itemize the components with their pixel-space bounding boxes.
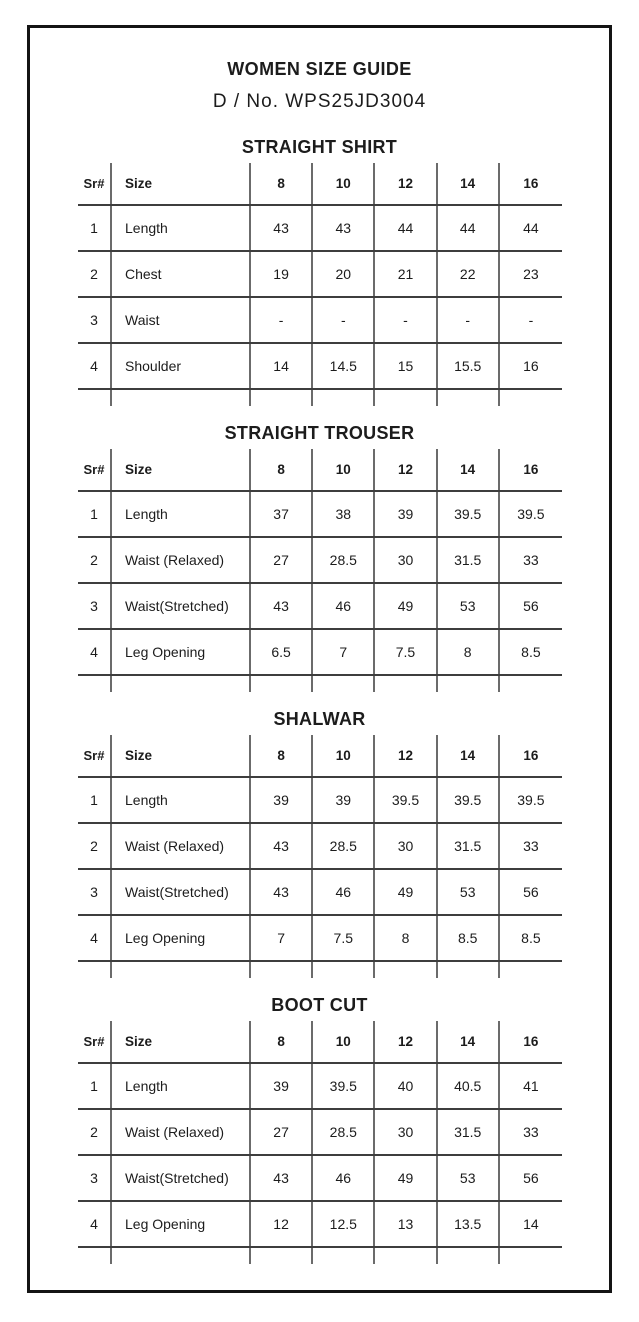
table-row xyxy=(78,1156,562,1202)
header-cell: Sr# xyxy=(78,735,112,776)
stub-cell xyxy=(78,1248,112,1264)
row-number-cell: 4 xyxy=(78,916,112,960)
size-value-cell: 28.5 xyxy=(313,538,375,582)
table-bottom-stub xyxy=(78,390,562,406)
size-value-cell: 39.5 xyxy=(375,778,437,822)
stub-cell xyxy=(438,1248,500,1264)
header-cell: 14 xyxy=(438,449,500,490)
header-cell: 14 xyxy=(438,735,500,776)
size-value-cell: 33 xyxy=(523,838,539,854)
size-value-cell: 43 xyxy=(313,206,375,250)
size-value-cell: 31.5 xyxy=(438,538,500,582)
size-value-cell: 39 xyxy=(251,1064,313,1108)
stub-cell xyxy=(78,390,112,406)
size-value-cell: 40 xyxy=(375,1064,437,1108)
size-table-section xyxy=(30,708,609,978)
size-value-cell: 7 xyxy=(313,630,375,674)
header-cell: 10 xyxy=(313,1021,375,1062)
size-value-cell: - xyxy=(375,298,437,342)
measurement-label-cell: Waist (Relaxed) xyxy=(112,1110,251,1154)
size-value-cell: 8.5 xyxy=(521,644,541,660)
size-value-cell: 8.5 xyxy=(521,930,541,946)
size-value-cell: - xyxy=(251,298,313,342)
size-table-section xyxy=(30,136,609,406)
size-value-cell: 37 xyxy=(251,492,313,536)
row-number-cell: 1 xyxy=(78,778,112,822)
size-value-cell: 49 xyxy=(375,870,437,914)
table-row xyxy=(78,344,562,390)
size-value-cell: 56 xyxy=(523,598,539,614)
table-row xyxy=(78,584,562,630)
size-value-cell: 27 xyxy=(251,1110,313,1154)
header-cell: 8 xyxy=(251,735,313,776)
table-row xyxy=(78,538,562,584)
size-value-cell: 46 xyxy=(313,1156,375,1200)
size-value-cell: 46 xyxy=(313,870,375,914)
size-value-cell: 56 xyxy=(523,1170,539,1186)
size-value-cell: 43 xyxy=(251,824,313,868)
stub-cell xyxy=(112,1248,251,1264)
stub-cell xyxy=(112,676,251,692)
size-table xyxy=(78,735,562,978)
stub-cell xyxy=(375,962,437,978)
header-cell: 16 xyxy=(523,747,539,763)
size-value-cell: 53 xyxy=(438,870,500,914)
size-value-cell: 39.5 xyxy=(517,506,545,522)
size-value-cell: 30 xyxy=(375,538,437,582)
table-row xyxy=(78,916,562,962)
table-row xyxy=(78,1110,562,1156)
row-number-cell: 2 xyxy=(78,252,112,296)
measurement-label-cell: Waist xyxy=(112,298,251,342)
size-value-cell: 15 xyxy=(375,344,437,388)
measurement-label-cell: Length xyxy=(112,492,251,536)
size-value-cell: 27 xyxy=(251,538,313,582)
size-value-cell: 43 xyxy=(251,870,313,914)
size-value-cell: 43 xyxy=(251,1156,313,1200)
size-value-cell: 44 xyxy=(438,206,500,250)
table-header-row xyxy=(78,735,562,778)
size-value-cell: 49 xyxy=(375,1156,437,1200)
stub-cell xyxy=(438,962,500,978)
size-value-cell: 56 xyxy=(523,884,539,900)
stub-cell xyxy=(251,676,313,692)
size-value-cell: 14.5 xyxy=(313,344,375,388)
table-row xyxy=(78,252,562,298)
stub-cell xyxy=(375,1248,437,1264)
table-row xyxy=(78,492,562,538)
size-value-cell: 30 xyxy=(375,824,437,868)
size-value-cell: 8.5 xyxy=(438,916,500,960)
stub-cell xyxy=(500,1248,562,1264)
size-value-cell: 7.5 xyxy=(375,630,437,674)
size-value-cell: 49 xyxy=(375,584,437,628)
header-cell: 12 xyxy=(375,735,437,776)
table-row xyxy=(78,778,562,824)
table-bottom-stub xyxy=(78,1248,562,1264)
table-row xyxy=(78,1202,562,1248)
stub-cell xyxy=(112,962,251,978)
header-cell: Size xyxy=(112,735,251,776)
stub-cell xyxy=(313,676,375,692)
header-cell: 14 xyxy=(438,1021,500,1062)
size-value-cell: 39 xyxy=(251,778,313,822)
header-cell: 12 xyxy=(375,163,437,204)
size-value-cell: 39 xyxy=(313,778,375,822)
stub-cell xyxy=(438,676,500,692)
size-value-cell: 7 xyxy=(251,916,313,960)
stub-cell xyxy=(438,390,500,406)
row-number-cell: 3 xyxy=(78,1156,112,1200)
page-border-frame xyxy=(27,25,612,1293)
size-value-cell: 43 xyxy=(251,584,313,628)
row-number-cell: 4 xyxy=(78,344,112,388)
size-value-cell: 43 xyxy=(251,206,313,250)
section-title: BOOT CUT xyxy=(271,995,368,1015)
section-title: SHALWAR xyxy=(273,709,366,729)
table-bottom-stub xyxy=(78,676,562,692)
stub-cell xyxy=(112,390,251,406)
header-cell: Sr# xyxy=(78,1021,112,1062)
size-value-cell: 28.5 xyxy=(313,824,375,868)
row-number-cell: 3 xyxy=(78,584,112,628)
table-row xyxy=(78,870,562,916)
size-value-cell: 23 xyxy=(523,266,539,282)
size-value-cell: - xyxy=(313,298,375,342)
row-number-cell: 1 xyxy=(78,492,112,536)
size-table xyxy=(78,449,562,692)
measurement-label-cell: Leg Opening xyxy=(112,630,251,674)
size-value-cell: 15.5 xyxy=(438,344,500,388)
measurement-label-cell: Chest xyxy=(112,252,251,296)
section-title: STRAIGHT SHIRT xyxy=(241,137,398,157)
row-number-cell: 2 xyxy=(78,1110,112,1154)
measurement-label-cell: Leg Opening xyxy=(112,1202,251,1246)
stub-cell xyxy=(500,962,562,978)
row-number-cell: 2 xyxy=(78,824,112,868)
stub-cell xyxy=(251,1248,313,1264)
size-value-cell: 39.5 xyxy=(438,778,500,822)
size-table xyxy=(78,1021,562,1264)
size-value-cell: 13.5 xyxy=(438,1202,500,1246)
size-table-section xyxy=(30,994,609,1264)
size-value-cell: 12 xyxy=(251,1202,313,1246)
size-value-cell: 28.5 xyxy=(313,1110,375,1154)
row-number-cell: 4 xyxy=(78,630,112,674)
row-number-cell: 2 xyxy=(78,538,112,582)
stub-cell xyxy=(251,962,313,978)
measurement-label-cell: Waist (Relaxed) xyxy=(112,824,251,868)
stub-cell xyxy=(313,390,375,406)
table-row xyxy=(78,1064,562,1110)
size-value-cell: 14 xyxy=(523,1216,539,1232)
table-row xyxy=(78,298,562,344)
size-value-cell: 39.5 xyxy=(517,792,545,808)
measurement-label-cell: Waist (Relaxed) xyxy=(112,538,251,582)
stub-cell xyxy=(500,390,562,406)
header-cell: 16 xyxy=(523,461,539,477)
table-row xyxy=(78,630,562,676)
size-value-cell: 12.5 xyxy=(313,1202,375,1246)
size-value-cell: - xyxy=(438,298,500,342)
size-value-cell: 39.5 xyxy=(313,1064,375,1108)
header-cell: Sr# xyxy=(78,449,112,490)
stub-cell xyxy=(375,676,437,692)
size-value-cell: - xyxy=(528,312,534,328)
header-cell: 8 xyxy=(251,163,313,204)
size-value-cell: 38 xyxy=(313,492,375,536)
row-number-cell: 1 xyxy=(78,1064,112,1108)
stub-cell xyxy=(78,676,112,692)
size-value-cell: 30 xyxy=(375,1110,437,1154)
size-value-cell: 41 xyxy=(523,1078,539,1094)
size-value-cell: 13 xyxy=(375,1202,437,1246)
header-cell: 14 xyxy=(438,163,500,204)
size-value-cell: 7.5 xyxy=(313,916,375,960)
header-cell: 8 xyxy=(251,449,313,490)
header-cell: Size xyxy=(112,1021,251,1062)
size-value-cell: 16 xyxy=(523,358,539,374)
design-number: D / No. WPS25JD3004 xyxy=(212,91,427,112)
stub-cell xyxy=(500,676,562,692)
measurement-label-cell: Length xyxy=(112,778,251,822)
stub-cell xyxy=(313,1248,375,1264)
size-value-cell: 44 xyxy=(375,206,437,250)
measurement-label-cell: Waist(Stretched) xyxy=(112,1156,251,1200)
size-table xyxy=(78,163,562,406)
size-value-cell: 31.5 xyxy=(438,824,500,868)
measurement-label-cell: Shoulder xyxy=(112,344,251,388)
size-value-cell: 53 xyxy=(438,1156,500,1200)
size-value-cell: 39 xyxy=(375,492,437,536)
size-value-cell: 6.5 xyxy=(251,630,313,674)
header-cell: 8 xyxy=(251,1021,313,1062)
size-table-section xyxy=(30,422,609,692)
measurement-label-cell: Waist(Stretched) xyxy=(112,870,251,914)
table-header-row xyxy=(78,449,562,492)
stub-cell xyxy=(313,962,375,978)
measurement-label-cell: Waist(Stretched) xyxy=(112,584,251,628)
section-title: STRAIGHT TROUSER xyxy=(224,423,415,443)
size-value-cell: 31.5 xyxy=(438,1110,500,1154)
header-cell: 12 xyxy=(375,1021,437,1062)
table-header-row xyxy=(78,163,562,206)
table-header-row xyxy=(78,1021,562,1064)
header-cell: Sr# xyxy=(78,163,112,204)
size-value-cell: 33 xyxy=(523,1124,539,1140)
size-value-cell: 40.5 xyxy=(438,1064,500,1108)
header-cell: Size xyxy=(112,163,251,204)
size-value-cell: 14 xyxy=(251,344,313,388)
header-cell: 10 xyxy=(313,449,375,490)
row-number-cell: 1 xyxy=(78,206,112,250)
size-value-cell: 44 xyxy=(523,220,539,236)
table-bottom-stub xyxy=(78,962,562,978)
row-number-cell: 3 xyxy=(78,870,112,914)
size-value-cell: 21 xyxy=(375,252,437,296)
size-value-cell: 8 xyxy=(438,630,500,674)
header-cell: 12 xyxy=(375,449,437,490)
stub-cell xyxy=(375,390,437,406)
size-value-cell: 39.5 xyxy=(438,492,500,536)
measurement-label-cell: Length xyxy=(112,206,251,250)
measurement-label-cell: Leg Opening xyxy=(112,916,251,960)
row-number-cell: 3 xyxy=(78,298,112,342)
page-title: WOMEN SIZE GUIDE xyxy=(227,59,412,79)
header-cell: 16 xyxy=(523,1033,539,1049)
size-value-cell: 22 xyxy=(438,252,500,296)
size-value-cell: 19 xyxy=(251,252,313,296)
measurement-label-cell: Length xyxy=(112,1064,251,1108)
size-value-cell: 53 xyxy=(438,584,500,628)
size-value-cell: 46 xyxy=(313,584,375,628)
size-tables-container xyxy=(30,136,609,1264)
row-number-cell: 4 xyxy=(78,1202,112,1246)
table-row xyxy=(78,824,562,870)
stub-cell xyxy=(78,962,112,978)
stub-cell xyxy=(251,390,313,406)
header-cell: 10 xyxy=(313,735,375,776)
size-value-cell: 20 xyxy=(313,252,375,296)
header-cell: 10 xyxy=(313,163,375,204)
header-cell: Size xyxy=(112,449,251,490)
table-row xyxy=(78,206,562,252)
size-value-cell: 33 xyxy=(523,552,539,568)
size-value-cell: 8 xyxy=(375,916,437,960)
header-cell: 16 xyxy=(523,175,539,191)
